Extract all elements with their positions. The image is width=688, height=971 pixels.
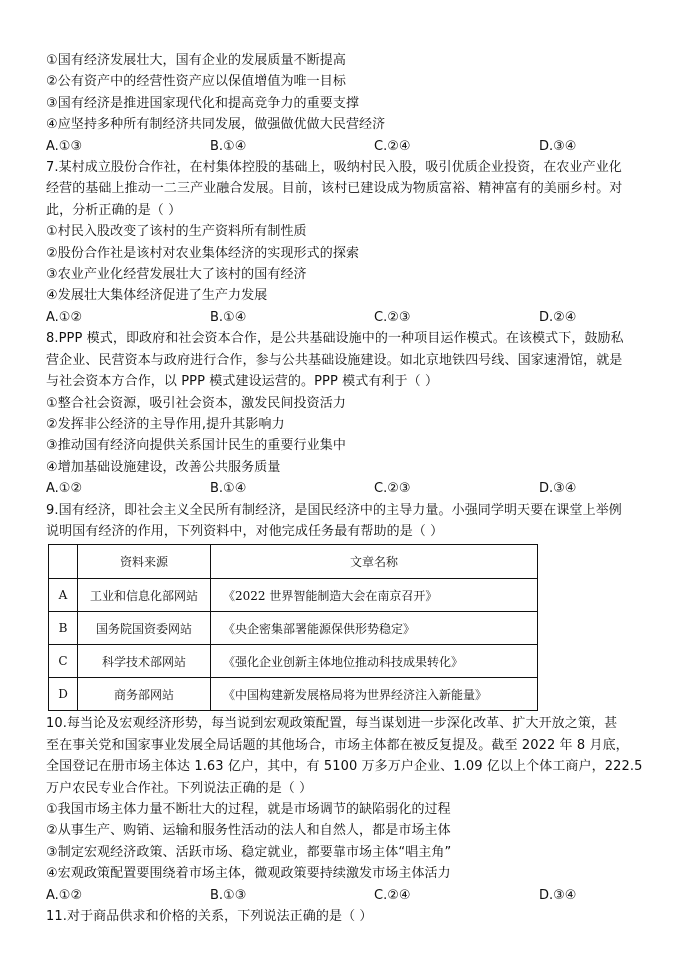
q6-statement-3: ③国有经济是推进国家现代化和提高竞争力的重要支撑 — [46, 95, 360, 111]
row-title: 《强化企业创新主体地位推动科技成果转化》 — [211, 645, 538, 678]
q9-stem-line-1: 9.国有经济，即社会主义全民所有制经济，是国民经济中的主导力量。小强同学明天要在课堂上举例 — [46, 502, 622, 518]
q8-option-a[interactable]: A.①② — [46, 481, 83, 497]
q10-statement-1: ①我国市场主体力量不断壮大的过程，就是市场调节的缺陷弱化的过程 — [46, 801, 451, 817]
q6-statement-1: ①国有经济发展壮大，国有企业的发展质量不断提高 — [46, 53, 346, 68]
q7-stem-line-3: 此，分析正确的是（ ） — [46, 202, 182, 218]
q8-answer-options — [46, 478, 651, 499]
row-key: C — [49, 645, 78, 678]
table-row — [49, 678, 538, 711]
exam-page — [46, 50, 651, 927]
table-row — [49, 645, 538, 678]
q6-answer-options — [46, 136, 651, 157]
row-source: 国务院国资委网站 — [78, 612, 211, 645]
q10-statement-3: ③制定宏观经济政策、活跃市场、稳定就业，都要靠市场主体“唱主角” — [46, 844, 452, 860]
q7-option-d[interactable]: D.②④ — [539, 309, 577, 325]
q10-statement-2: ②从事生产、购销、运输和服务性活动的法人和自然人，都是市场主体 — [46, 823, 451, 839]
row-title: 《央企密集部署能源保供形势稳定》 — [211, 612, 538, 645]
q8-stem-line-2: 营企业、民营资本与政府进行合作，参与公共基础设施建设。如北京地铁四号线、国家速滑馆，就是 — [46, 352, 623, 368]
q9-source-table — [48, 544, 538, 711]
row-key: D — [49, 678, 78, 711]
row-source: 商务部网站 — [78, 678, 211, 711]
q8-stem-line-1: 8.PPP 模式，即政府和社会资本合作，是公共基础设施中的一种项目运作模式。在该模式下，鼓励私 — [46, 331, 624, 347]
row-source: 科学技术部网站 — [78, 645, 211, 678]
q7-statement-4: ④发展壮大集体经济促进了生产力发展 — [46, 288, 268, 304]
q10-stem-line-1: 10.每当论及宏观经济形势，每当说到宏观政策配置，每当谋划进一步深化改革、扩大开放之策，甚 — [46, 716, 618, 732]
q8-stem-line-3: 与社会资本方合作，以 PPP 模式建设运营的。PPP 模式有利于（ ） — [46, 374, 439, 390]
row-title: 《中国构建新发展格局将为世界经济注入新能量》 — [211, 678, 538, 711]
q6-statement-2: ②公有资产中的经营性资产应以保值增值为唯一目标 — [46, 74, 346, 90]
q10-answer-options — [46, 885, 651, 906]
q7-statement-1: ①村民入股改变了该村的生产资料所有制性质 — [46, 224, 307, 240]
q8-option-b[interactable]: B.①④ — [210, 481, 247, 497]
q11-stem-line-1: 11.对于商品供求和价格的关系，下列说法正确的是（ ） — [46, 909, 373, 924]
q10-option-b[interactable]: B.①③ — [210, 887, 247, 903]
q8-statement-2: ②发挥非公经济的主导作用,提升其影响力 — [46, 416, 285, 432]
q10-statement-4: ④宏观政策配置要围绕着市场主体，微观政策要持续激发市场主体活力 — [46, 866, 451, 882]
q10-stem-line-4: 万户农民专业合作社。下列说法正确的是（ ） — [46, 780, 313, 796]
row-key: A — [49, 579, 78, 612]
q7-stem-line-2: 经营的基础上推动一二三产业融合发展。目前，该村已建设成为物质富裕、精神富有的美丽乡村。对 — [46, 181, 623, 197]
q7-statement-2: ②股份合作社是该村对农业集体经济的实现形式的探索 — [46, 245, 360, 261]
table-header-key — [49, 545, 78, 579]
q10-option-a[interactable]: A.①② — [46, 887, 83, 903]
q7-option-a[interactable]: A.①② — [46, 309, 83, 325]
table-row — [49, 612, 538, 645]
row-source: 工业和信息化部网站 — [78, 579, 211, 612]
q10-stem-line-2: 至在事关党和国家事业发展全局话题的其他场合，市场主体都在被反复提及。截至 2022 年 8 月底， — [46, 737, 629, 753]
q7-option-b[interactable]: B.①④ — [210, 309, 247, 325]
q6-option-b[interactable]: B.①④ — [210, 138, 247, 154]
q10-option-d[interactable]: D.③④ — [539, 887, 577, 903]
row-title: 《2022 世界智能制造大会在南京召开》 — [211, 579, 538, 612]
q8-option-c[interactable]: C.②③ — [374, 481, 411, 497]
q6-option-a[interactable]: A.①③ — [46, 138, 83, 154]
table-row — [49, 579, 538, 612]
q7-statement-3: ③农业产业化经营发展壮大了该村的国有经济 — [46, 267, 307, 283]
q8-option-d[interactable]: D.③④ — [539, 481, 577, 497]
q8-statement-4: ④增加基础设施建设，改善公共服务质量 — [46, 459, 281, 475]
q10-stem-line-3: 全国登记在册市场主体达 1.63 亿户，其中，有 5100 万多万户企业、1.09 亿以上个体工商户，222.5 — [46, 759, 643, 775]
table-header-source: 资料来源 — [78, 545, 211, 579]
q8-statement-3: ③推动国有经济向提供关系国计民生的重要行业集中 — [46, 438, 346, 454]
q7-stem-line-1: 7.某村成立股份合作社，在村集体控股的基础上，吸纳村民入股，吸引优质企业投资，在农业产业化 — [46, 160, 622, 176]
q7-option-c[interactable]: C.②③ — [374, 309, 411, 325]
q7-answer-options — [46, 307, 651, 328]
q6-option-d[interactable]: D.③④ — [539, 138, 577, 154]
table-header-title: 文章名称 — [211, 545, 538, 579]
table-header-row — [49, 545, 538, 579]
q9-stem-line-2: 说明国有经济的作用，下列资料中，对他完成任务最有帮助的是（ ） — [46, 523, 444, 539]
q8-statement-1: ①整合社会资源，吸引社会资本，激发民间投资活力 — [46, 395, 346, 411]
q6-statement-4: ④应坚持多种所有制经济共同发展，做强做优做大民营经济 — [46, 117, 386, 133]
row-key: B — [49, 612, 78, 645]
q6-option-c[interactable]: C.②④ — [374, 138, 411, 154]
q10-option-c[interactable]: C.②④ — [374, 887, 411, 903]
